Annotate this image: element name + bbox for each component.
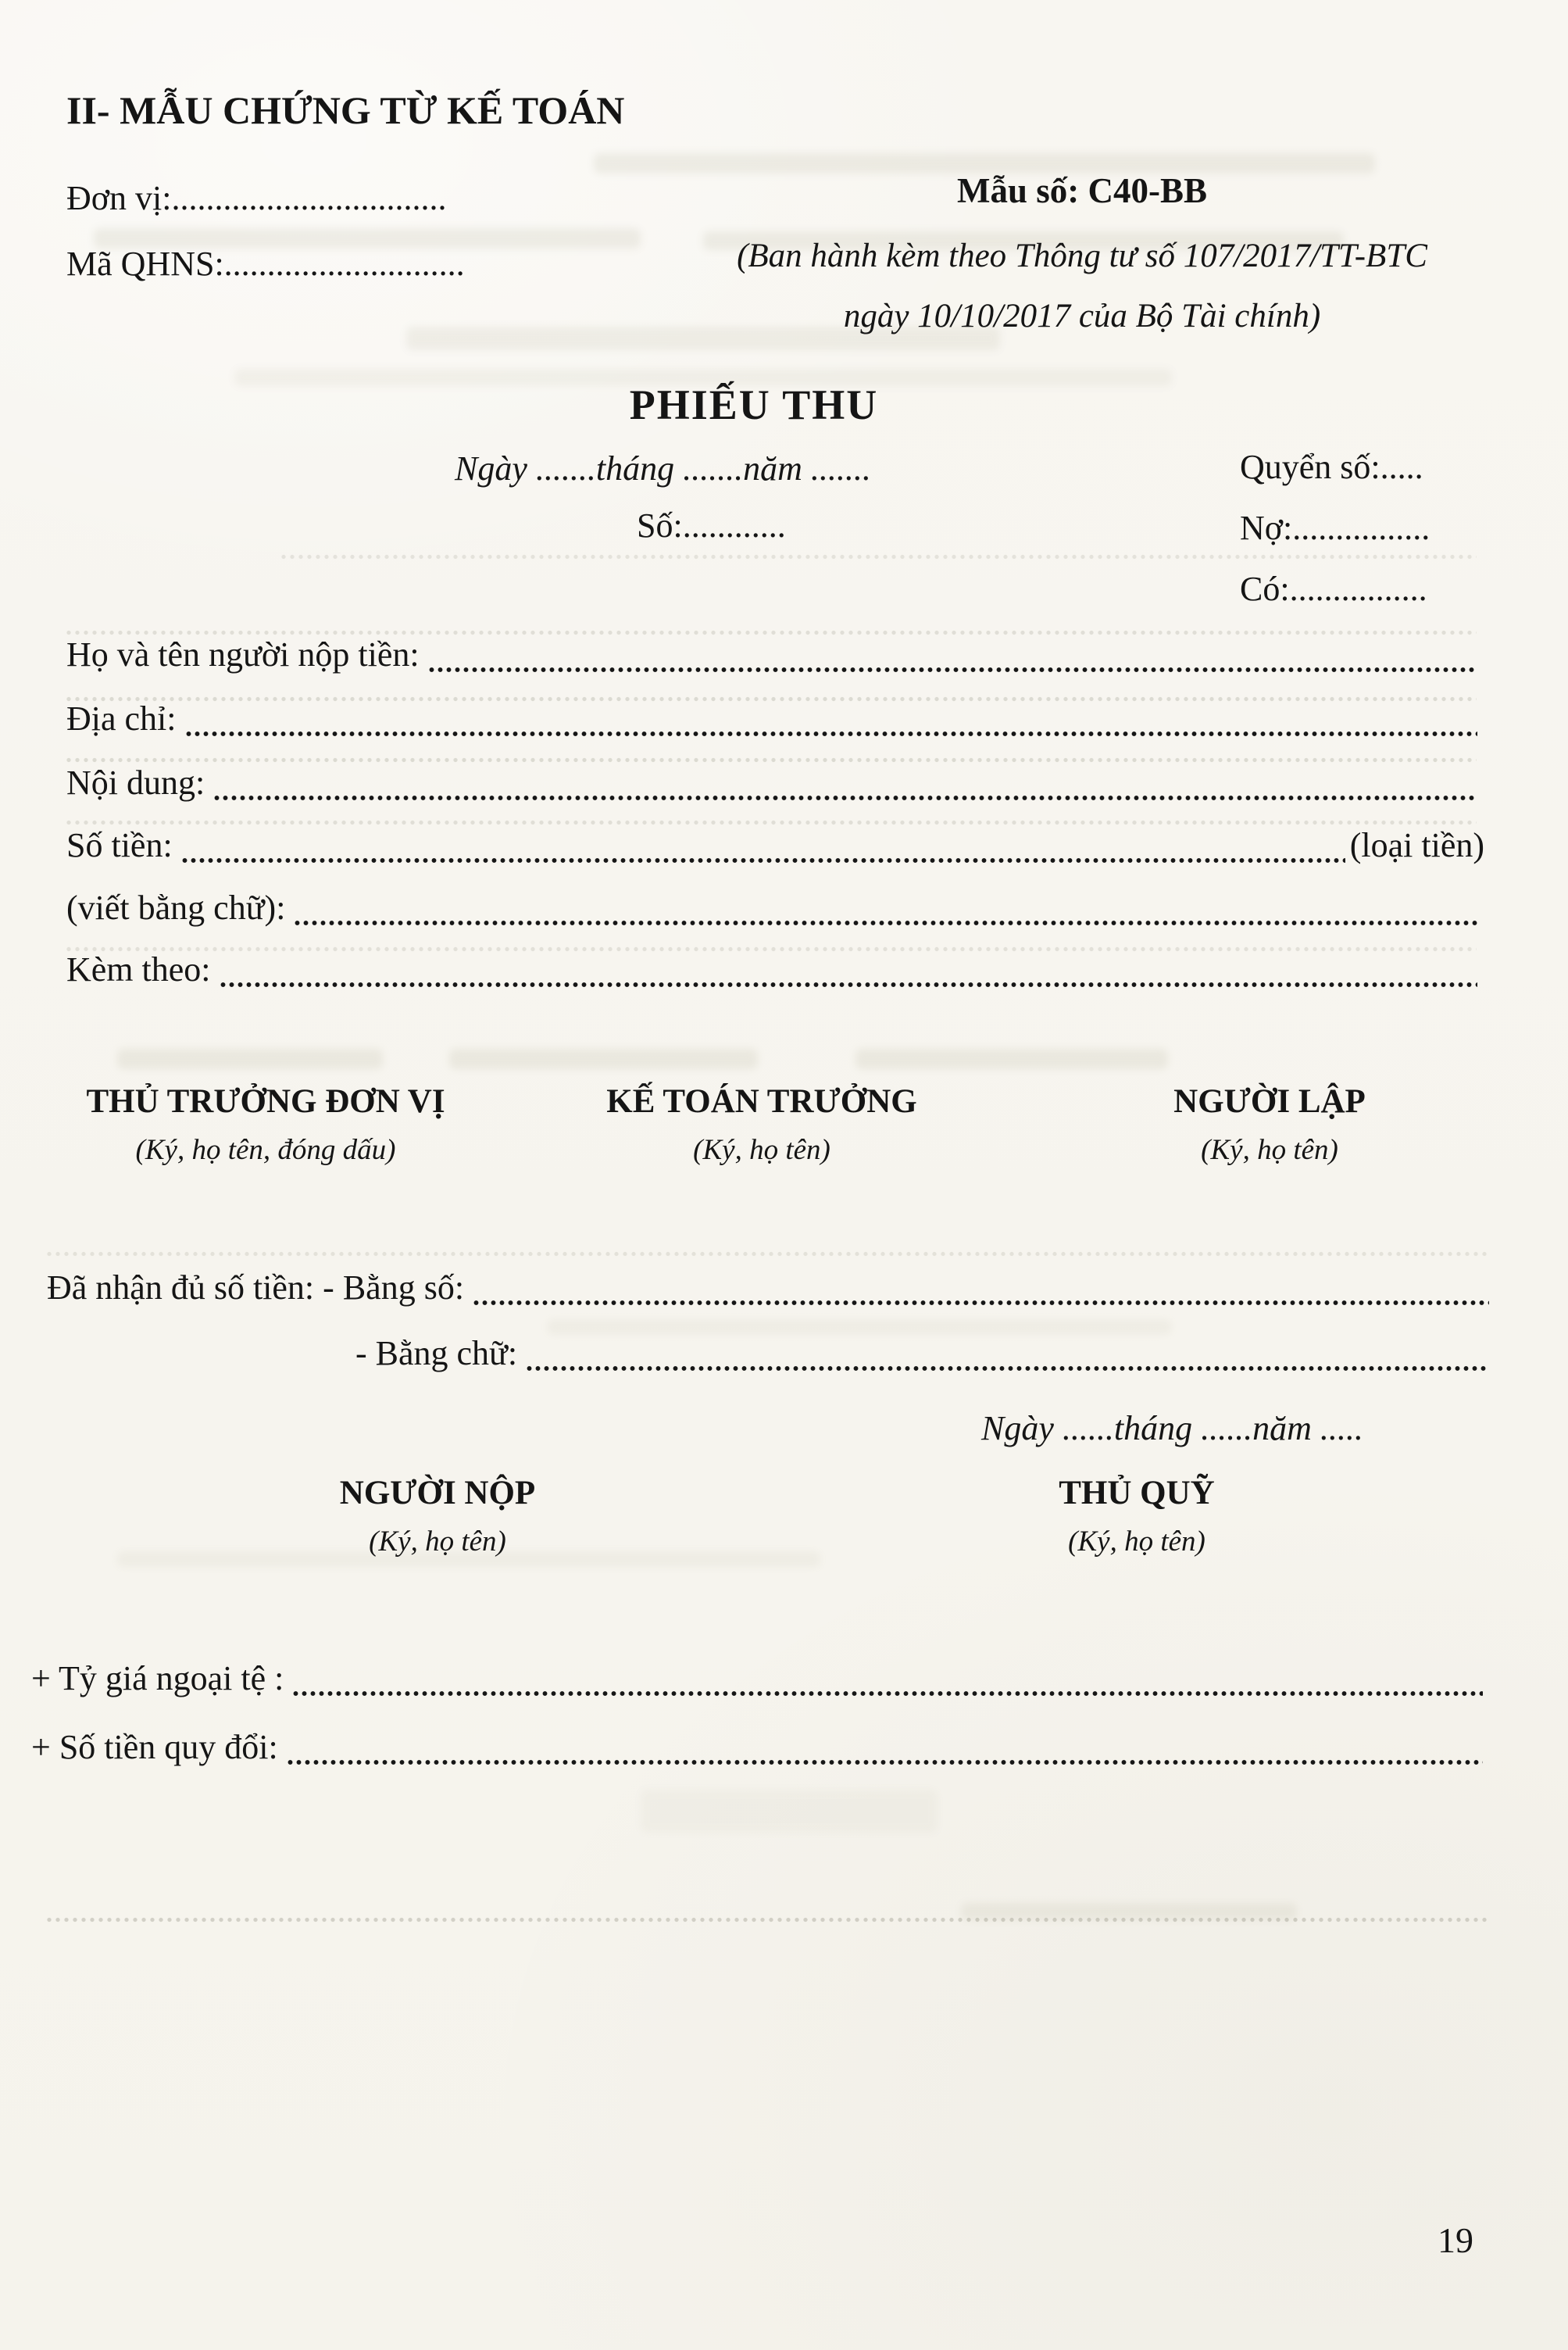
address-row [66,699,1480,744]
credit-account-line: Có:................ [1240,570,1427,608]
attachment-row [66,950,1480,995]
form-number: Mẫu số: C40-BB [956,171,1207,210]
payer-signature-title: NGƯỜI NỘP [339,1475,536,1511]
address-label: Địa chỉ: [66,699,177,738]
received-amount-row [47,1268,1492,1313]
dotted-fill-line [214,793,1477,803]
received-in-words-label: - Bằng chữ: [355,1334,518,1372]
dotted-fill-line [293,1689,1483,1698]
cashier-signature-title: THỦ QUỸ [1059,1475,1215,1511]
dotted-fill-line [182,856,1345,865]
converted-amount-label: + Số tiền quy đổi: [31,1728,278,1766]
dotted-fill-line [220,980,1477,989]
currency-type-note: (loại tiền) [1349,826,1484,864]
bleed-through-artifact [47,1250,1488,1257]
amount-in-words-label: (viết bằng chữ): [66,889,286,927]
bleed-through-artifact [281,553,1477,560]
exchange-rate-label: + Tỷ giá ngoại tệ : [31,1659,284,1697]
converted-amount-row [31,1727,1486,1772]
exchange-rate-row [31,1658,1486,1704]
dotted-fill-line [527,1364,1489,1373]
attachment-label: Kèm theo: [66,950,211,989]
unit-head-signature-note: (Ký, họ tên, đóng dấu) [135,1134,396,1166]
voucher-number-line: Số:............ [637,506,786,545]
signing-date-line: Ngày ......tháng ......năm ..... [981,1409,1363,1447]
content-row [66,763,1480,808]
payer-signature-block [242,1474,633,1558]
payer-name-row [66,635,1480,680]
dotted-fill-line [295,918,1477,928]
page-number: 19 [1438,2220,1473,2260]
bleed-through-artifact [641,1790,938,1833]
issuance-note-line2: ngày 10/10/2017 của Bộ Tài chính) [843,298,1321,334]
payer-signature-note: (Ký, họ tên) [369,1526,506,1558]
received-in-words-row [355,1333,1492,1379]
bleed-through-artifact [117,1049,383,1069]
cashier-signature-block [941,1474,1332,1558]
bleed-through-artifact [547,1319,1172,1335]
preparer-signature-block [1090,1082,1449,1167]
content-label: Nội dung: [66,764,205,802]
received-amount-label: Đã nhận đủ số tiền: - Bằng số: [47,1268,465,1307]
dotted-fill-line [288,1758,1483,1767]
preparer-signature-title: NGƯỜI LẬP [1173,1083,1366,1120]
unit-head-signature-block [43,1082,488,1167]
chief-accountant-signature-title: KẾ TOÁN TRƯỞNG [606,1083,917,1120]
debit-account-line: Nợ:................ [1240,509,1430,547]
form-title: PHIẾU THU [629,381,879,428]
issuance-note-line1: (Ban hành kèm theo Thông tư số 107/2017/TT-BTC [737,238,1427,274]
chief-accountant-signature-note: (Ký, họ tên) [693,1134,830,1166]
dotted-fill-line [429,665,1477,674]
chief-accountant-signature-block [547,1082,977,1167]
cashier-signature-note: (Ký, họ tên) [1068,1526,1205,1558]
bleed-through-artifact [449,1049,758,1069]
preparer-signature-note: (Ký, họ tên) [1201,1134,1338,1166]
bleed-through-artifact [961,1903,1297,1920]
unit-line: Đơn vị:................................ [66,179,447,217]
unit-head-signature-title: THỦ TRƯỞNG ĐƠN VỊ [86,1083,445,1120]
book-number-line: Quyển số:..... [1240,448,1423,486]
amount-row [66,825,1484,871]
amount-in-words-row [66,888,1480,933]
bleed-through-artifact [47,1916,1488,1923]
bleed-through-artifact [855,1049,1168,1069]
dotted-fill-line [473,1298,1489,1307]
payer-name-label: Họ và tên người nộp tiền: [66,635,420,674]
qhns-code-line: Mã QHNS:............................ [66,245,465,283]
amount-label: Số tiền: [66,826,173,864]
section-heading: II- MẪU CHỨNG TỪ KẾ TOÁN [66,88,625,132]
dotted-fill-line [186,729,1477,739]
voucher-date-line: Ngày .......tháng .......năm ....... [455,449,871,488]
